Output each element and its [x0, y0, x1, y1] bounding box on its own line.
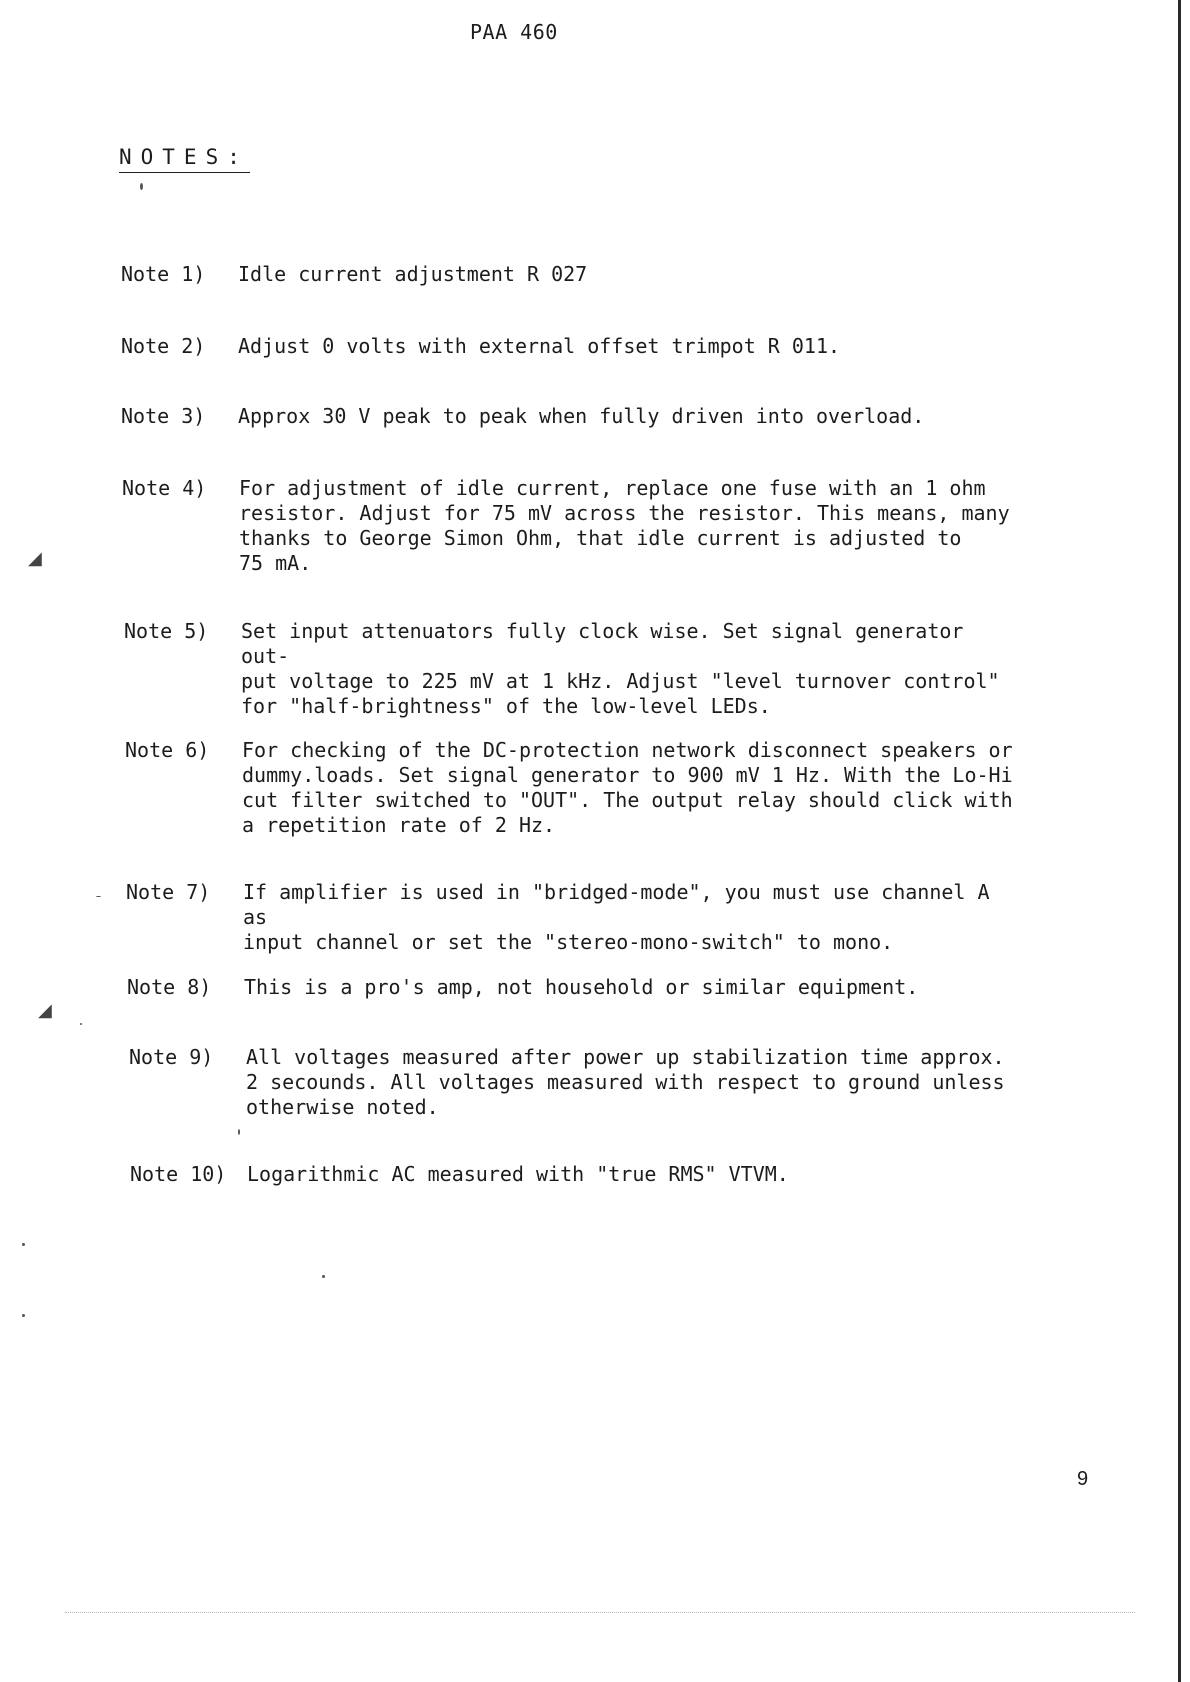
notes-heading: NOTES: — [119, 145, 250, 173]
note-item — [122, 476, 1019, 576]
note-item — [121, 262, 1018, 287]
note-item — [127, 975, 1024, 1000]
scan-speck — [140, 183, 143, 190]
note-label: Note 5) — [124, 619, 209, 643]
note-text: Logarithmic AC measured with "true RMS" VTVM. — [247, 1162, 789, 1186]
note-label: Note 3) — [121, 404, 206, 428]
punch-hole-mark: ◢ — [28, 548, 42, 569]
document-header: PAA 460 — [470, 20, 558, 44]
note-item — [124, 619, 1021, 719]
note-label: Note 9) — [129, 1045, 214, 1069]
punch-hole-mark: ◢ — [38, 1000, 52, 1021]
scan-speck — [22, 1314, 25, 1317]
note-text: This is a pro's amp, not household or similar equipment. — [244, 975, 919, 999]
page-number: 9 — [1077, 1468, 1089, 1490]
note-text: Adjust 0 volts with external offset trimpot R 011. — [238, 334, 841, 358]
note-item — [129, 1045, 1026, 1120]
scan-speck — [322, 1275, 325, 1278]
note-label: Note 4) — [122, 476, 207, 500]
note-label: Note 1) — [121, 262, 206, 286]
scan-speck — [238, 1129, 240, 1135]
note-text: Idle current adjustment R 027 — [238, 262, 588, 286]
note-text: For checking of the DC-protection network disconnect speakers or dummy.loads. Set signal generator to 900 mV 1 Hz. With the Lo-Hi cut filter switched to "OUT". The output relay should click with a repetition rate of 2 Hz. — [242, 738, 1013, 837]
scan-edge-line — [1178, 0, 1181, 1682]
note-text: For adjustment of idle current, replace one fuse with an 1 ohm resistor. Adjust for 75 mV across the resistor. This means, many thanks to George Simon Ohm, that idle current is adjusted to 75 mA. — [239, 476, 1010, 575]
note-label: Note 10) — [130, 1162, 227, 1186]
note-item — [121, 404, 1018, 429]
note-label: Note 6) — [125, 738, 210, 762]
note-label: Note 8) — [127, 975, 212, 999]
note-text: Approx 30 V peak to peak when fully driven into overload. — [238, 404, 925, 428]
note-text: If amplifier is used in "bridged-mode", you must use channel A as input channel or set the "stereo-mono-switch" to mono. — [243, 880, 990, 954]
scan-speck — [96, 896, 101, 897]
note-label: Note 7) — [126, 880, 211, 904]
note-item — [125, 738, 1022, 838]
scan-speck — [80, 1023, 82, 1025]
note-label: Note 2) — [121, 334, 206, 358]
note-item — [130, 1162, 1027, 1187]
scan-speck — [22, 1243, 25, 1246]
note-item — [121, 334, 1018, 359]
note-text: All voltages measured after power up stabilization time approx. 2 secounds. All voltages measured with respect to ground unless otherwise noted. — [246, 1045, 1005, 1119]
note-item — [126, 880, 1023, 955]
scan-dotted-line — [65, 1612, 1135, 1613]
note-text: Set input attenuators fully clock wise. Set signal generator out- put voltage to 225 mV at 1 kHz. Adjust "level turnover control" for "half-brightness" of the low-level LEDs. — [241, 619, 1000, 718]
